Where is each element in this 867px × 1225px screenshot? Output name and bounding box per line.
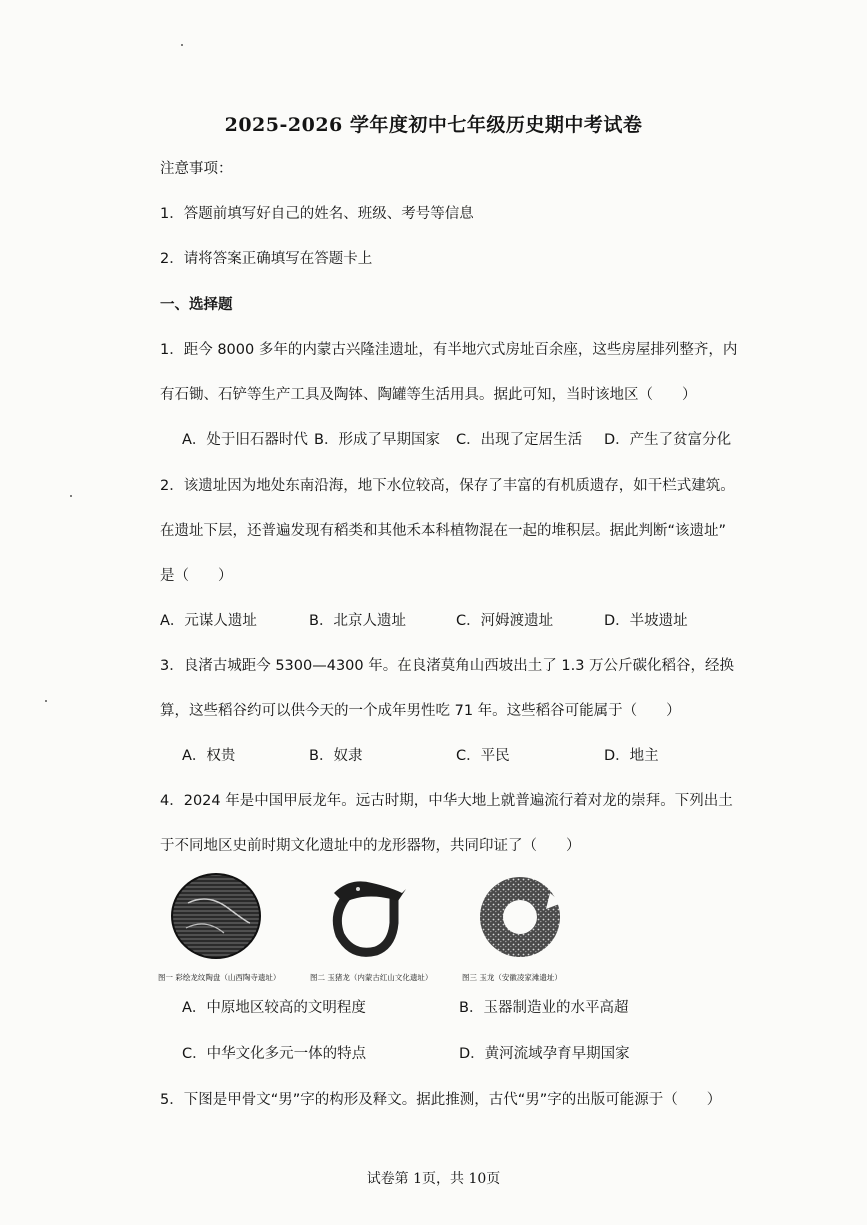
question-4-option-c: C．中华文化多元一体的特点 — [182, 1046, 367, 1062]
question-1-option-c: C．出现了定居生活 — [456, 432, 583, 448]
scan-speck — [181, 44, 183, 46]
question-2-line: 2．该遗址因为地处东南沿海，地下水位较高，保存了丰富的有机质遗存，如干栏式建筑。 — [160, 478, 735, 494]
jade-dragon-ring-image — [462, 873, 582, 961]
jade-pig-dragon-image — [310, 873, 430, 961]
question-2-option-d: D．半坡遗址 — [604, 613, 688, 629]
page-footer: 试卷第 1页，共 10页 — [366, 1171, 501, 1187]
scan-speck — [70, 495, 72, 497]
question-3-line: 算，这些稻谷约可以供今天的一个成年男性吃 71 年。这些稻谷可能属于（ ） — [160, 703, 681, 719]
question-1-option-d: D．产生了贫富分化 — [604, 432, 732, 448]
figure-2-caption: 图二 玉猪龙（内蒙古红山文化遗址） — [310, 973, 433, 982]
question-5-line: 5．下图是甲骨文“男”字的构形及释文。据此推测，古代“男”字的出版可能源于（ ） — [160, 1092, 722, 1108]
question-4-option-a: A．中原地区较高的文明程度 — [182, 1000, 366, 1016]
figure-3 — [462, 873, 612, 983]
question-3-option-c: C．平民 — [456, 748, 510, 764]
question-3-option-a: A．权贵 — [182, 748, 236, 764]
figure-2 — [310, 873, 460, 983]
exam-title: 2025-2026 学年度初中七年级历史期中考试卷 — [224, 114, 643, 136]
question-2-line: 是（ ） — [160, 568, 233, 584]
question-4-option-d: D．黄河流域孕育早期国家 — [459, 1046, 630, 1062]
question-3-option-d: D．地主 — [604, 748, 659, 764]
dragon-artifacts-figure — [158, 873, 598, 983]
figure-3-caption: 图三 玉龙（安徽凌家滩遗址） — [462, 973, 562, 982]
figure-1-caption: 图一 彩绘龙纹陶盘（山西陶寺遗址） — [158, 973, 281, 982]
question-4-line: 于不同地区史前时期文化遗址中的龙形器物，共同印证了（ ） — [160, 838, 581, 854]
question-1-option-b: B．形成了早期国家 — [314, 432, 440, 448]
question-3-option-b: B．奴隶 — [309, 748, 363, 764]
question-1-line: 有石锄、石铲等生产工具及陶钵、陶罐等生活用具。据此可知，当时该地区（ ） — [160, 387, 697, 403]
question-2-option-a: A．元谋人遗址 — [160, 613, 257, 629]
question-1-option-a: A．处于旧石器时代 — [182, 432, 308, 448]
figure-1 — [158, 873, 308, 983]
question-4-line: 4．2024 年是中国甲辰龙年。远古时期，中华大地上就普遍流行着对龙的崇拜。下列出土 — [160, 793, 733, 809]
notice-heading: 注意事项： — [160, 161, 233, 177]
question-2-line: 在遗址下层，还普遍发现有稻类和其他禾本科植物混在一起的堆积层。据此判断“该遗址” — [160, 523, 727, 539]
painted-pottery-plate-image — [158, 873, 278, 961]
question-4-option-b: B．玉器制造业的水平高超 — [459, 1000, 629, 1016]
section-heading: 一、选择题 — [160, 297, 233, 313]
question-1-line: 1．距今 8000 多年的内蒙古兴隆洼遗址，有半地穴式房址百余座，这些房屋排列整齐，内 — [160, 342, 738, 358]
notice-item: 2．请将答案正确填写在答题卡上 — [160, 251, 373, 267]
question-2-option-c: C．河姆渡遗址 — [456, 613, 554, 629]
notice-item: 1．答题前填写好自己的姓名、班级、考号等信息 — [160, 206, 474, 222]
scan-speck — [45, 700, 47, 702]
question-2-option-b: B．北京人遗址 — [309, 613, 406, 629]
question-3-line: 3．良渚古城距今 5300—4300 年。在良渚莫角山西坡出土了 1.3 万公斤碳化稻谷，经换 — [160, 658, 735, 674]
